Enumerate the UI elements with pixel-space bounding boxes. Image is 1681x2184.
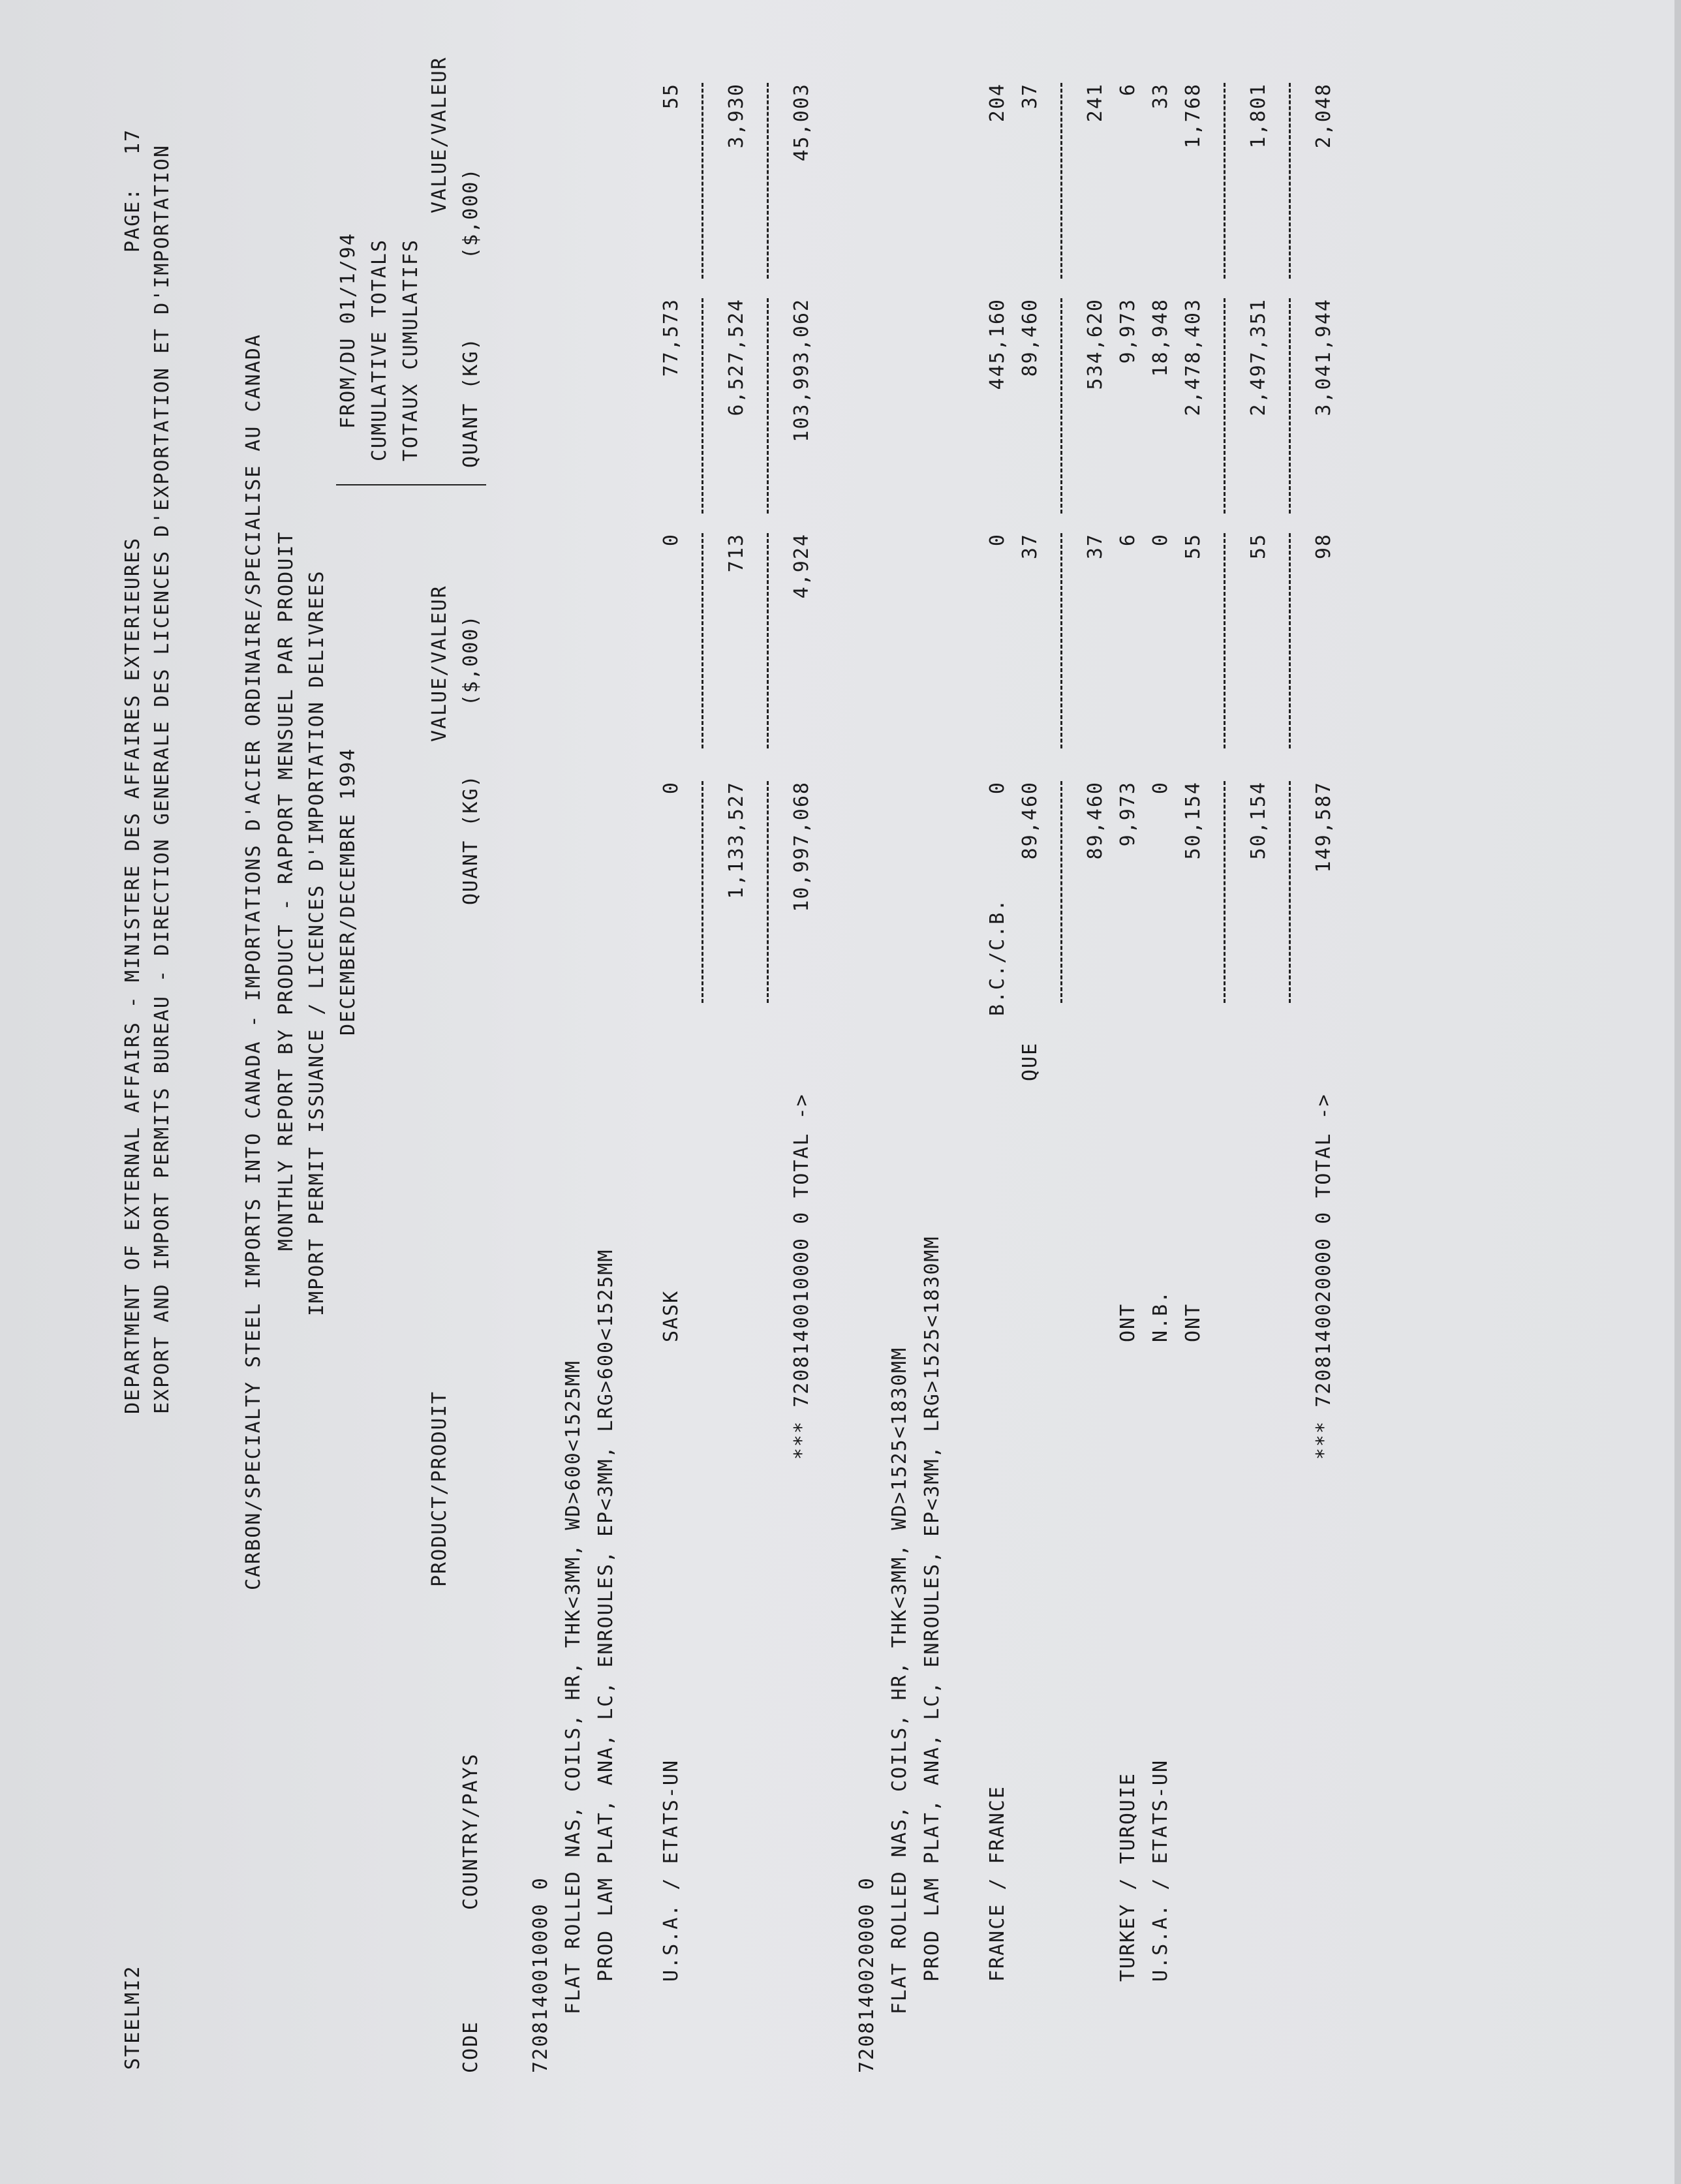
row-province: ONT bbox=[1117, 1302, 1139, 1342]
subtotal-quant: 50,154 bbox=[1247, 781, 1270, 860]
total-quant: 10,997,068 bbox=[790, 781, 813, 912]
total-value: 98 bbox=[1312, 533, 1335, 560]
separator bbox=[1289, 83, 1291, 279]
col-value-unit: ($,000) bbox=[459, 614, 482, 706]
subtotal-cum-quant: 2,497,351 bbox=[1247, 298, 1270, 416]
row-value: 6 bbox=[1117, 533, 1139, 547]
row-province: QUE bbox=[1019, 1041, 1041, 1081]
subtotal-quant: 89,460 bbox=[1084, 781, 1107, 860]
col-product-header: PRODUCT/PRODUIT bbox=[428, 1391, 451, 1587]
separator bbox=[767, 298, 769, 514]
row-cum-quant: 2,478,403 bbox=[1182, 298, 1205, 416]
total-cum-quant: 103,993,062 bbox=[790, 298, 813, 442]
header-line-2: EXPORT AND IMPORT PERMITS BUREAU - DIRECTION GENERALE DES LICENCES D'EXPORTATION ET D'IMPORTATION bbox=[151, 144, 174, 1414]
product-code: 7208140010000 0 bbox=[529, 1877, 552, 2073]
separator bbox=[1224, 533, 1226, 748]
row-cum-quant: 77,573 bbox=[660, 298, 683, 377]
row-value: 0 bbox=[660, 533, 683, 547]
row-country: FRANCE / FRANCE bbox=[986, 1785, 1009, 1982]
row-cum-quant: 445,160 bbox=[986, 298, 1009, 390]
total-quant: 149,587 bbox=[1312, 781, 1335, 873]
subtotal-value: 37 bbox=[1084, 533, 1107, 560]
total-cum-value: 45,003 bbox=[790, 83, 813, 162]
row-cum-value: 204 bbox=[986, 83, 1009, 123]
subtotal-value: 55 bbox=[1247, 533, 1270, 560]
row-value: 0 bbox=[1149, 533, 1172, 547]
separator bbox=[1289, 533, 1291, 748]
separator bbox=[702, 298, 703, 514]
total-cum-value: 2,048 bbox=[1312, 83, 1335, 149]
page-number: 17 bbox=[121, 128, 144, 155]
title-line-1: CARBON/SPECIALTY STEEL IMPORTS INTO CANADA - IMPORTATIONS D'ACIER ORDINAIRE/SPECIALISE AU CANADA bbox=[242, 333, 265, 1590]
subtotal-cum-value: 1,801 bbox=[1247, 83, 1270, 149]
row-quant: 50,154 bbox=[1182, 781, 1205, 860]
col-country-header: COUNTRY/PAYS bbox=[459, 1753, 482, 1910]
row-quant: 0 bbox=[1149, 781, 1172, 795]
report-id: STEELMI2 bbox=[121, 1965, 144, 2070]
product-desc-fr: PROD LAM PLAT, ANA, LC, ENROULES, EP<3MM, LRG>1525<1830MM bbox=[921, 1235, 944, 1982]
cumulative-totals-en: CUMULATIVE TOTALS bbox=[368, 238, 391, 461]
total-cum-quant: 3,041,944 bbox=[1312, 298, 1335, 416]
product-desc-en: FLAT ROLLED NAS, COILS, HR, THK<3MM, WD>600<1525MM bbox=[562, 1359, 585, 2014]
separator bbox=[1224, 298, 1226, 514]
row-cum-quant: 18,948 bbox=[1149, 298, 1172, 377]
row-province: N.B. bbox=[1149, 1289, 1172, 1342]
product-code: 7208140020000 0 bbox=[856, 1877, 878, 2073]
separator bbox=[1224, 83, 1226, 279]
product-desc-fr: PROD LAM PLAT, ANA, LC, ENROULES, EP<3MM, LRG>600<1525MM bbox=[594, 1248, 617, 1982]
subtotal-cum-quant: 534,620 bbox=[1084, 298, 1107, 390]
title-line-2: MONTHLY REPORT BY PRODUCT - RAPPORT MENSUEL PAR PRODUIT bbox=[275, 531, 298, 1251]
subtotal-value: 713 bbox=[725, 533, 748, 573]
row-value: 37 bbox=[1019, 533, 1041, 560]
column-divider bbox=[336, 484, 486, 485]
separator bbox=[767, 533, 769, 748]
row-value: 0 bbox=[986, 533, 1009, 547]
product-desc-en: FLAT ROLLED NAS, COILS, HR, THK<3MM, WD>1525<1830MM bbox=[888, 1346, 911, 2014]
title-line-4: DECEMBER/DECEMBRE 1994 bbox=[337, 747, 360, 1036]
subtotal-cum-quant: 6,527,524 bbox=[725, 298, 748, 416]
row-cum-value: 55 bbox=[660, 83, 683, 110]
subtotal-cum-value: 241 bbox=[1084, 83, 1107, 123]
separator bbox=[702, 83, 703, 279]
row-country: U.S.A. / ETATS-UN bbox=[660, 1759, 683, 1982]
row-province: ONT bbox=[1182, 1302, 1205, 1342]
separator bbox=[702, 781, 703, 1003]
separator bbox=[1060, 533, 1062, 748]
total-label: *** 7208140020000 0 TOTAL -> bbox=[1312, 1093, 1335, 1460]
row-cum-value: 33 bbox=[1149, 83, 1172, 110]
col-quant-header: QUANT (KG) bbox=[459, 774, 482, 905]
page-label: PAGE: bbox=[121, 187, 144, 253]
cumulative-totals-fr: TOTAUX CUMULATIFS bbox=[399, 238, 422, 461]
row-country: U.S.A. / ETATS-UN bbox=[1149, 1759, 1172, 1982]
row-quant: 0 bbox=[660, 781, 683, 795]
cumulative-from: FROM/DU 01/1/94 bbox=[337, 232, 360, 429]
row-cum-value: 37 bbox=[1019, 83, 1041, 110]
total-value: 4,924 bbox=[790, 533, 813, 599]
separator bbox=[1224, 781, 1226, 1003]
row-province: B.C./C.B. bbox=[986, 898, 1009, 1016]
separator bbox=[1060, 781, 1062, 1003]
row-cum-quant: 89,460 bbox=[1019, 298, 1041, 377]
col-code-header: CODE bbox=[459, 2020, 482, 2073]
col-cum-value-unit: ($,000) bbox=[459, 167, 482, 259]
row-cum-value: 6 bbox=[1117, 83, 1139, 97]
col-value-header: VALUE/VALEUR bbox=[428, 585, 451, 742]
row-quant: 0 bbox=[986, 781, 1009, 795]
row-country: TURKEY / TURQUIE bbox=[1117, 1772, 1139, 1982]
row-value: 55 bbox=[1182, 533, 1205, 560]
row-quant: 9,973 bbox=[1117, 781, 1139, 847]
row-province: SASK bbox=[660, 1289, 683, 1342]
row-quant: 89,460 bbox=[1019, 781, 1041, 860]
separator bbox=[1060, 83, 1062, 279]
separator bbox=[767, 83, 769, 279]
separator bbox=[702, 533, 703, 748]
separator bbox=[1289, 781, 1291, 1003]
total-label: *** 7208140010000 0 TOTAL -> bbox=[790, 1093, 813, 1460]
separator bbox=[767, 781, 769, 1003]
col-cum-value-header: VALUE/VALEUR bbox=[428, 56, 451, 213]
col-cum-quant-header: QUANT (KG) bbox=[459, 337, 482, 468]
header-line-1: DEPARTMENT OF EXTERNAL AFFAIRS - MINISTERE DES AFFAIRES EXTERIEURES bbox=[121, 536, 144, 1414]
subtotal-quant: 1,133,527 bbox=[725, 781, 748, 899]
title-line-3: IMPORT PERMIT ISSUANCE / LICENCES D'IMPORTATION DELIVREES bbox=[305, 570, 328, 1316]
separator bbox=[1060, 298, 1062, 514]
row-cum-quant: 9,973 bbox=[1117, 298, 1139, 364]
subtotal-cum-value: 3,930 bbox=[725, 83, 748, 149]
separator bbox=[1289, 298, 1291, 514]
row-cum-value: 1,768 bbox=[1182, 83, 1205, 149]
